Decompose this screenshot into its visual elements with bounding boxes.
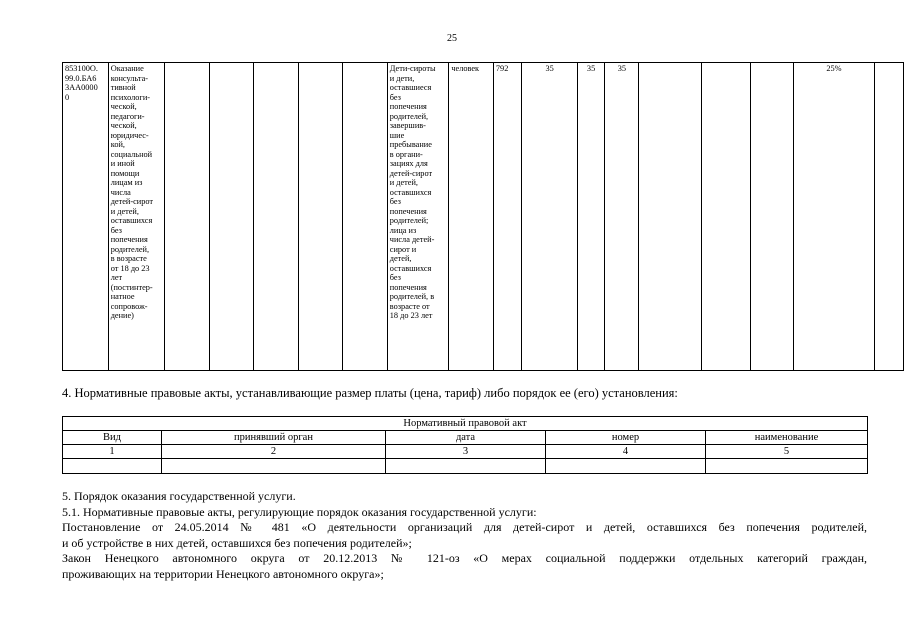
empty-cell <box>254 63 298 371</box>
service-name-cell: Оказание консульта- тивной психологи- ческой, педагоги- ческой, юридичес- кой, социальной и иной помощи лицам из числа детей-сирот и детей, оставшихся без попечения родителей, в возрасте от 18 до 23 лет (постинтер- натное сопровож- дение) <box>108 63 165 371</box>
page-number: 25 <box>447 33 457 44</box>
column-number: 2 <box>162 445 386 459</box>
column-header: дата <box>386 431 546 445</box>
empty-cell <box>63 459 162 474</box>
empty-cell <box>546 459 706 474</box>
empty-cell <box>750 63 794 371</box>
act1-line2: и об устройстве в них детей, оставшихся без попечения родителей»; <box>62 535 412 550</box>
empty-cell <box>162 459 386 474</box>
value-cell-2: 35 <box>577 63 604 371</box>
acts-table-title: Нормативный правовой акт <box>63 417 868 431</box>
table-row <box>63 417 868 431</box>
value-cell-1: 35 <box>522 63 577 371</box>
empty-cell <box>702 63 750 371</box>
unit-cell: человек <box>449 63 494 371</box>
section5-block <box>62 489 867 582</box>
service-code-cell: 853100О. 99.0.БА6 3АА0000 0 <box>63 63 109 371</box>
column-header: номер <box>546 431 706 445</box>
table-row <box>63 459 868 474</box>
empty-cell <box>298 63 342 371</box>
empty-cell <box>343 63 387 371</box>
empty-cell <box>386 459 546 474</box>
category-cell: Дети-сироты и дети, оставшиеся без попечения родителей, завершив- шие пребывание в органи- зациях для детей-сирот и детей, оставшихся без попечения родителей; лица из числа детей- сирот и детей, оставшихся без попечения родителей, в возрасте от 18 до 23 лет <box>387 63 449 371</box>
column-number: 3 <box>386 445 546 459</box>
act2-line2: проживающих на территории Ненецкого автономного округа»; <box>62 566 384 581</box>
column-number: 1 <box>63 445 162 459</box>
service-table <box>62 62 904 371</box>
section5-1-heading: 5.1. Нормативные правовые акты, регулирующие порядок оказания государственной услуги: <box>62 504 537 519</box>
normative-acts-table <box>62 416 868 474</box>
table-row <box>63 445 868 459</box>
column-header: принявший орган <box>162 431 386 445</box>
section5-heading: 5. Порядок оказания государственной услуги. <box>62 489 296 503</box>
deviation-cell: 25% <box>794 63 875 371</box>
column-number: 5 <box>706 445 868 459</box>
section4-heading: 4. Нормативные правовые акты, устанавливающие размер платы (цена, тариф) либо порядок ее (его) установления: <box>62 386 678 400</box>
table-row <box>63 431 868 445</box>
empty-cell <box>165 63 209 371</box>
empty-cell <box>639 63 702 371</box>
value-cell-3: 35 <box>605 63 639 371</box>
column-number: 4 <box>546 445 706 459</box>
empty-cell <box>209 63 253 371</box>
act1-line1: Постановление от 24.05.2014 № 481 «О деятельности организаций для детей-сирот и детей, оставшихся без попечения родителей, <box>62 520 867 534</box>
column-header: наименование <box>706 431 868 445</box>
empty-cell <box>706 459 868 474</box>
act2-line1: Закон Ненецкого автономного округа от 20.12.2013 № 121-оз «О мерах социальной поддержки отдельных категорий граждан, <box>62 551 867 565</box>
okei-cell: 792 <box>493 63 522 371</box>
table-row <box>63 63 904 371</box>
empty-cell <box>874 63 903 371</box>
column-header: Вид <box>63 431 162 445</box>
